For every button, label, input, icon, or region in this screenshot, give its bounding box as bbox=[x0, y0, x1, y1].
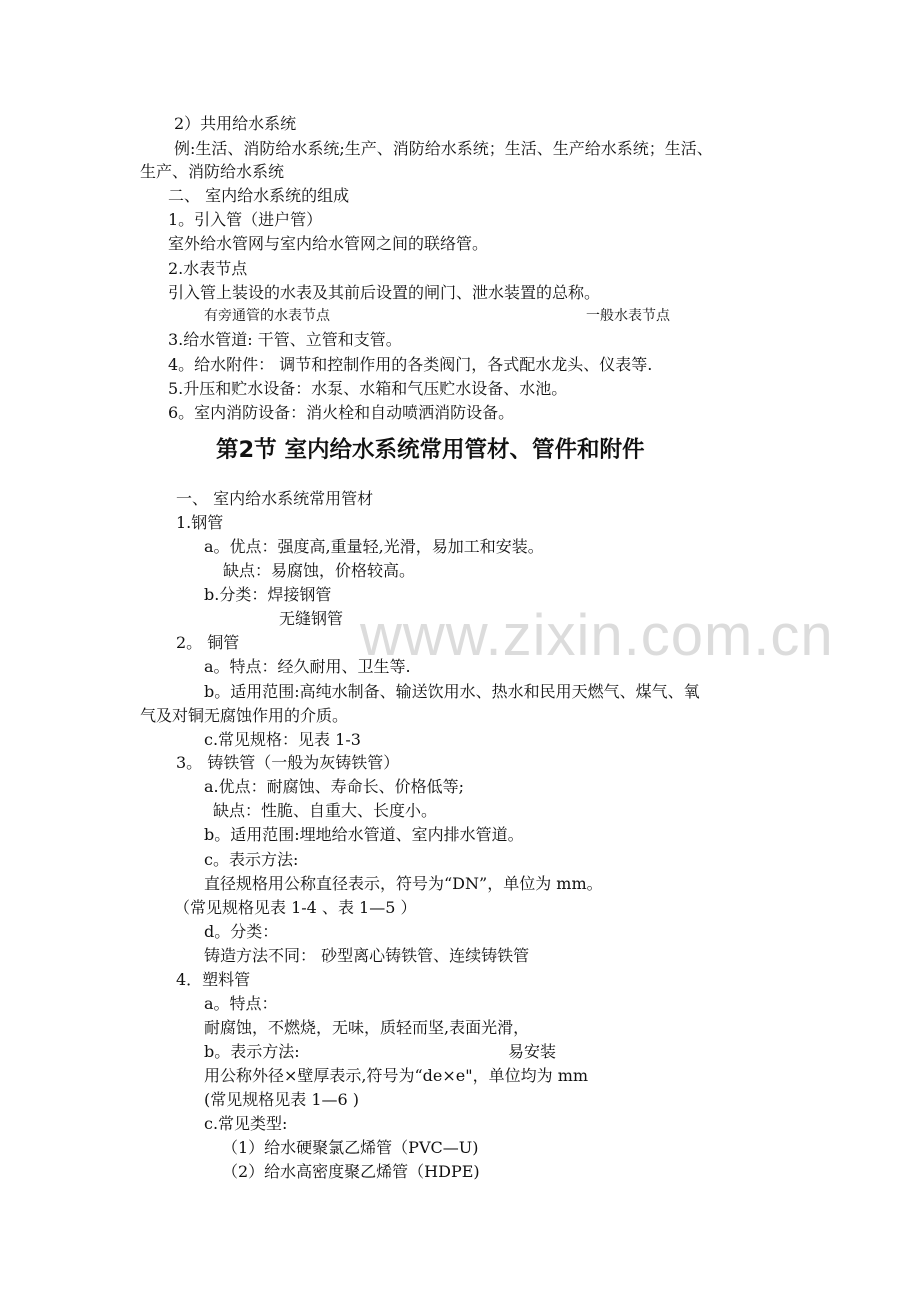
text-line: a。优点：强度高,重量轻,光滑，易加工和安装。 bbox=[204, 537, 544, 556]
subsection-shared-supply: 2）共用给水系统 bbox=[174, 114, 297, 133]
list-item: 3.给水管道: 干管、立管和支管。 bbox=[168, 330, 402, 349]
text-line: 直径规格用公称直径表示，符号为“DN”，单位为 mm。 bbox=[204, 874, 603, 893]
text-line: 室外给水管网与室内给水管网之间的联络管。 bbox=[168, 234, 489, 253]
caption-bypass-meter-node: 有旁通管的水表节点 bbox=[204, 308, 330, 324]
text-line: c.常见规格：见表 1-3 bbox=[204, 730, 361, 749]
text-line: b。适用范围:高纯水制备、输送饮用水、热水和民用天燃气、煤气、氧 bbox=[204, 682, 700, 701]
list-item: 3。 铸铁管（一般为灰铸铁管） bbox=[176, 753, 400, 772]
text-line: 生产、消防给水系统 bbox=[140, 162, 285, 181]
text-line: c.常见类型: bbox=[204, 1114, 288, 1133]
text-line: a.优点：耐腐蚀、寿命长、价格低等; bbox=[204, 777, 465, 796]
text-line: 气及对铜无腐蚀作用的介质。 bbox=[140, 706, 349, 725]
text-line: 易安装 bbox=[508, 1042, 557, 1061]
text-line: 用公称外径×壁厚表示,符号为“de×e"，单位均为 mm bbox=[204, 1066, 589, 1085]
caption-general-meter-node: 一般水表节点 bbox=[586, 308, 670, 324]
list-item: （2）给水高密度聚乙烯管（HDPE) bbox=[222, 1162, 480, 1181]
section-heading-composition: 二、 室内给水系统的组成 bbox=[168, 186, 350, 205]
text-line: a。特点：经久耐用、卫生等. bbox=[204, 657, 411, 676]
text-line: 例:生活、消防给水系统;生产、消防给水系统；生活、生产给水系统；生活、 bbox=[174, 139, 713, 158]
text-line: (常见规格见表 1—6 ) bbox=[204, 1090, 360, 1109]
list-item: 2.水表节点 bbox=[168, 259, 248, 278]
list-item: 4。给水附件： 调节和控制作用的各类阀门，各式配水龙头、仪表等. bbox=[168, 355, 653, 374]
text-line: 无缝钢管 bbox=[279, 609, 344, 628]
text-line: d。分类： bbox=[204, 922, 279, 941]
watermark: www.zixin.com.cn bbox=[360, 603, 834, 668]
text-line: b。表示方法: bbox=[204, 1042, 300, 1061]
list-item: 1。引入管（进户管） bbox=[168, 210, 323, 229]
text-line: 引入管上装设的水表及其前后设置的闸门、泄水装置的总称。 bbox=[168, 283, 601, 302]
list-item: 5.升压和贮水设备：水泵、水箱和气压贮水设备、水池。 bbox=[168, 379, 568, 398]
list-item: 2。 铜管 bbox=[176, 633, 240, 652]
section-heading-pipe-materials: 一、 室内给水系统常用管材 bbox=[176, 489, 374, 508]
list-item: 1.钢管 bbox=[176, 513, 224, 532]
text-line: （常见规格见表 1-4 、表 1—5 ） bbox=[174, 898, 417, 917]
text-line: a。特点： bbox=[204, 994, 278, 1013]
text-line: 铸造方法不同： 砂型离心铸铁管、连续铸铁管 bbox=[204, 946, 530, 965]
list-item: 4．塑料管 bbox=[176, 970, 251, 989]
text-line: b。适用范围:埋地给水管道、室内排水管道。 bbox=[204, 825, 524, 844]
text-line: 耐腐蚀，不燃烧，无味，质轻而坚,表面光滑， bbox=[204, 1018, 530, 1037]
text-line: 缺点：性脆、自重大、长度小。 bbox=[213, 801, 438, 820]
text-line: 缺点：易腐蚀，价格较高。 bbox=[223, 561, 416, 580]
list-item: （1）给水硬聚氯乙烯管（PVC—U) bbox=[222, 1138, 479, 1157]
text-line: b.分类：焊接钢管 bbox=[204, 585, 332, 604]
text-line: c。表示方法: bbox=[204, 850, 299, 869]
chapter-heading: 第2节 室内给水系统常用管材、管件和附件 bbox=[216, 437, 645, 463]
list-item: 6。室内消防设备：消火栓和自动喷洒消防设备。 bbox=[168, 403, 515, 422]
